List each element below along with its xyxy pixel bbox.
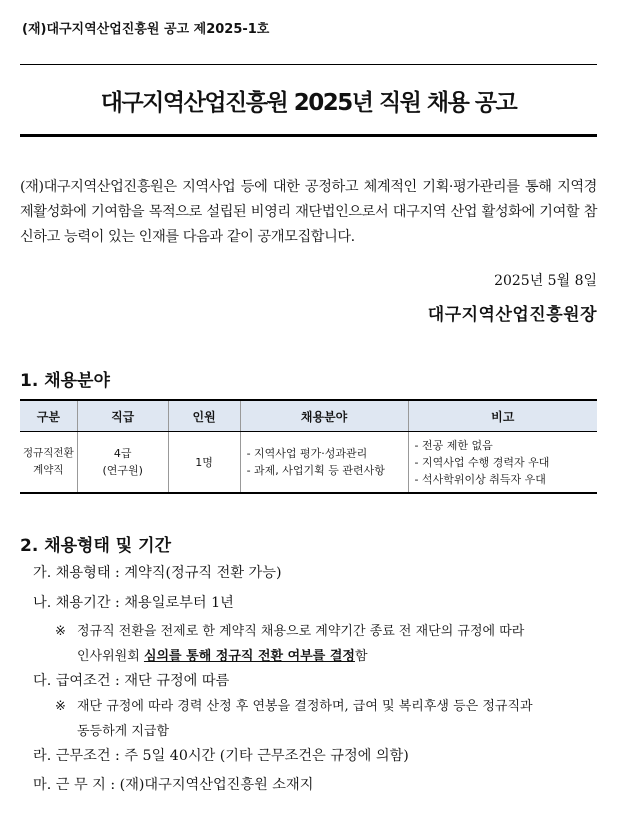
item-salary-conditions: 다. 급여조건 : 재단 규정에 따름: [33, 673, 230, 689]
category-line: 정규직전환: [23, 447, 74, 459]
section-heading-recruitment-field: 1. 채용분야: [20, 371, 110, 391]
table-row: [20, 432, 597, 494]
col-header-headcount: 인원: [168, 400, 240, 432]
note-conversion-emphasis: 심의를 통해 정규직 전환 여부를 결정: [143, 649, 355, 664]
note-mark: ※: [55, 624, 66, 639]
issuer-name: 대구지역산업진흥원장: [427, 305, 597, 325]
col-header-category: 구분: [20, 400, 77, 432]
document-title: 대구지역산업진흥원 2025년 직원 채용 공고: [100, 90, 517, 116]
field-line: - 지역사업 평가·성과관리: [246, 447, 368, 460]
top-divider: [20, 64, 597, 65]
category-line: 계약직: [33, 464, 64, 476]
recruitment-table: [20, 399, 597, 494]
remark-line: - 지역사업 수행 경력자 우대: [414, 455, 550, 469]
item-work-location: 마. 근 무 지 : (재)대구지역산업진흥원 소재지: [33, 777, 314, 793]
announcement-date: 2025년 5월 8일: [494, 273, 597, 289]
cell-field: [240, 432, 408, 494]
col-header-grade: 직급: [77, 400, 168, 432]
section-heading-employment-type: 2. 채용형태 및 기간: [20, 536, 171, 556]
note-conversion-pre: 인사위원회: [77, 649, 144, 664]
grade-line: 4급: [113, 447, 132, 460]
intro-paragraph: (재)대구지역산업진흥원은 지역사업 등에 대한 공정하고 체계적인 기획·평가관리를 통해 지역경제활성화에 기여함을 목적으로 설립된 비영리 재단법인으로서 대구지역 산업 활성화에 기여할 참신하고 능력이 있는 인재를 다음과 같이 공개모집합니다.: [20, 179, 597, 245]
table-header-row: [20, 400, 597, 432]
note-conversion-line2: [55, 644, 597, 669]
cell-headcount: 1명: [168, 432, 240, 494]
remark-line: - 전공 제한 없음: [414, 438, 493, 452]
item-working-conditions: 라. 근무조건 : 주 5일 40시간 (기타 근무조건은 규정에 의함): [33, 748, 409, 764]
note-conversion-line1: 정규직 전환을 전제로 한 계약직 채용으로 계약기간 종료 전 재단의 규정에 따라: [77, 624, 525, 639]
note-salary: [55, 694, 597, 744]
cell-category: [20, 432, 77, 494]
item-employment-type: 가. 채용형태 : 계약직(정규직 전환 가능): [33, 565, 282, 581]
item-employment-period: 나. 채용기간 : 채용일로부터 1년: [33, 595, 234, 611]
col-header-field: 채용분야: [240, 400, 408, 432]
field-line: - 과제, 사업기획 등 관련사항: [246, 464, 385, 477]
col-header-remarks: 비고: [408, 400, 597, 432]
note-conversion-post: 함: [354, 649, 368, 664]
cell-remarks: [408, 432, 597, 494]
notice-number: (재)대구지역산업진흥원 공고 제2025-1호: [22, 22, 270, 37]
note-conversion: [55, 619, 597, 669]
grade-line: (연구원): [102, 464, 143, 477]
note-mark: ※: [55, 699, 66, 714]
note-salary-line2: 동등하게 지급함: [77, 724, 170, 739]
cell-grade: [77, 432, 168, 494]
remark-line: - 석사학위이상 취득자 우대: [414, 472, 546, 486]
title-underline: [20, 134, 597, 137]
note-salary-line1: 재단 규정에 따라 경력 산정 후 연봉을 결정하며, 급여 및 복리후생 등은 정규직과: [77, 699, 533, 714]
